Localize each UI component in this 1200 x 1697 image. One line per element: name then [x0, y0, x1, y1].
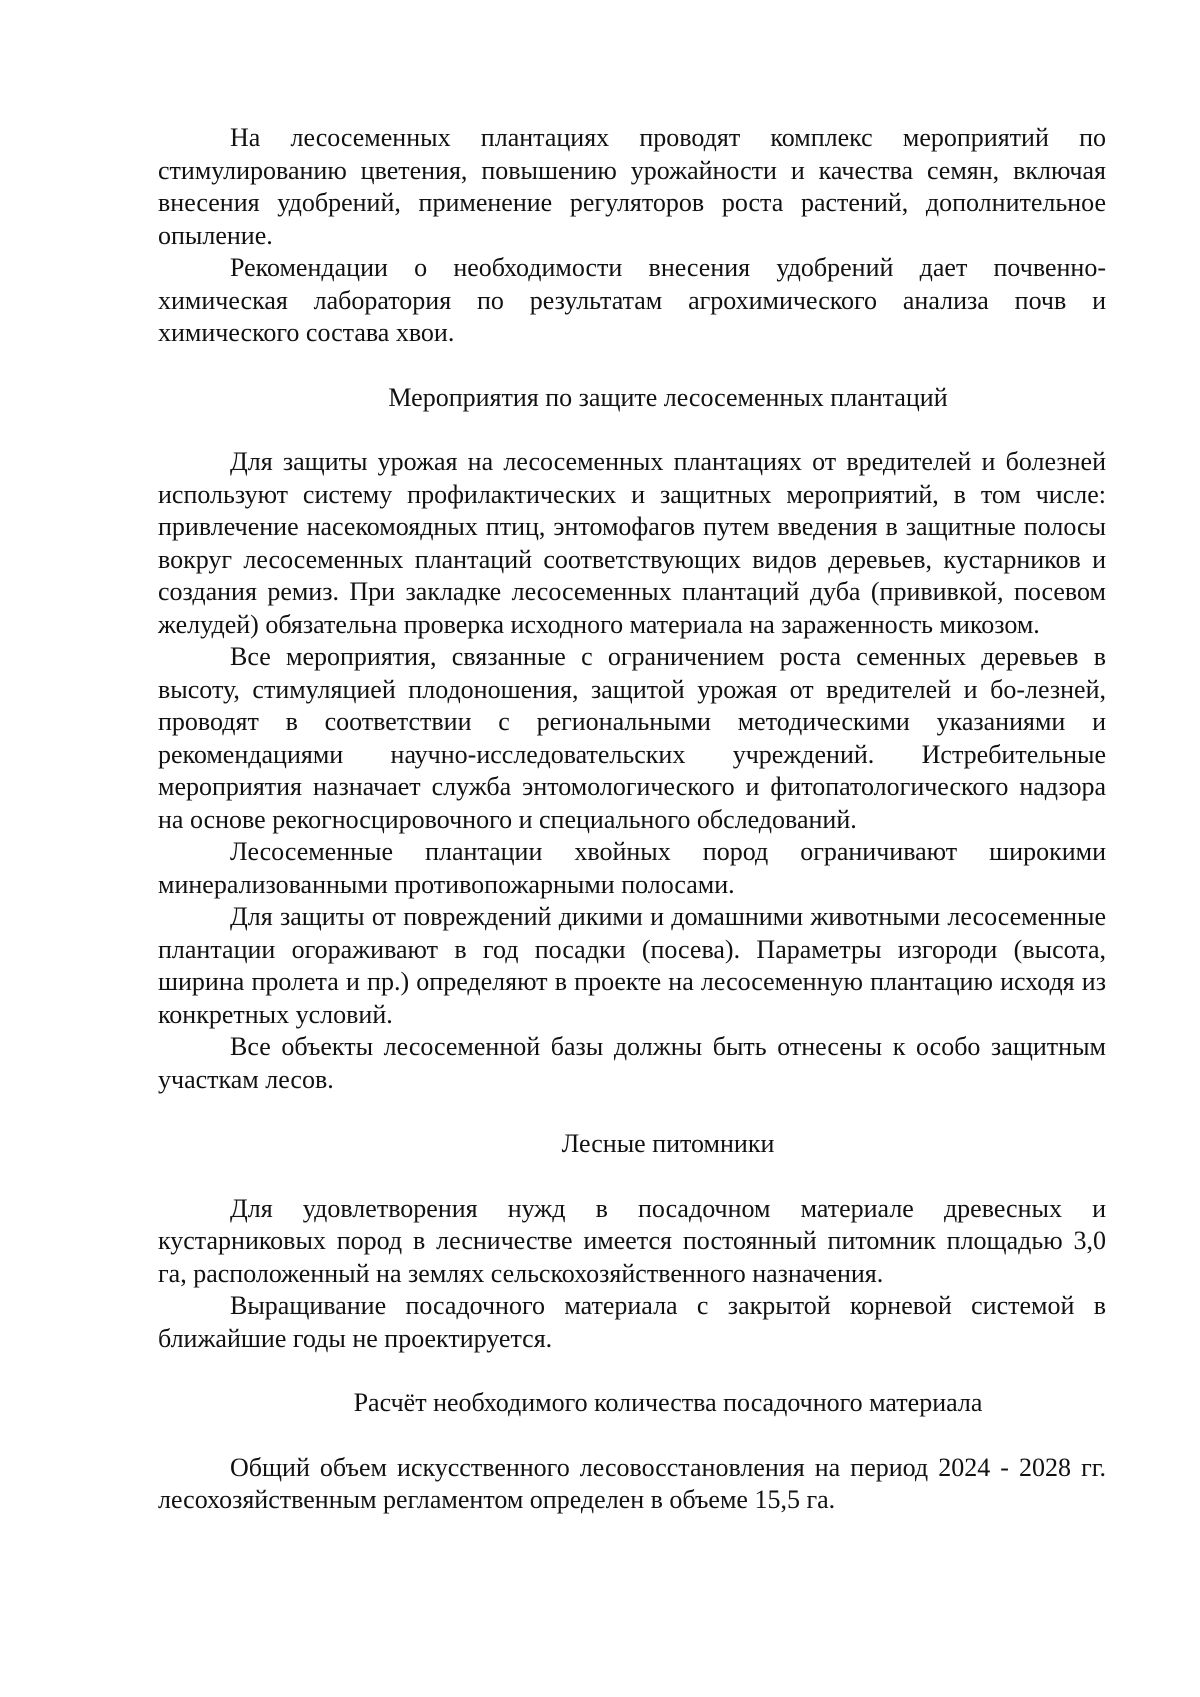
paragraph: Лесосеменные плантации хвойных пород ограничивают широкими минерализованными противопожарными полосами. [158, 837, 1106, 899]
paragraph: Для защиты урожая на лесосеменных плантациях от вредителей и болезней используют систему профилактических и защитных мероприятий, в том числе: привлечение насекомоядных птиц, энтомофагов путем введения в защитные полосы вокруг лесосеменных плантаций соответствующих видов деревьев, кустарников и создания ремиз. При закладке лесосеменных плантаций дуба (прививкой, посевом желудей) обязательна проверка исходного материала на зараженность микозом. [158, 447, 1106, 639]
paragraph: Все объекты лесосеменной базы должны быть отнесены к особо защитным участкам лесов. [158, 1032, 1106, 1094]
section-forest-nurseries [158, 1128, 1106, 1355]
section-heading: Лесные питомники [561, 1129, 775, 1158]
paragraph: Для защиты от повреждений дикими и домашними животными лесосеменные плантации огораживают в год посадки (посева). Параметры изгороди (высота, ширина пролета и пр.) определяют в проекте на лесосеменную плантацию исходя из конкретных условий. [158, 902, 1106, 1029]
paragraph: На лесосеменных плантациях проводят комплекс мероприятий по стимулированию цветения, повышению урожайности и качества семян, включая внесения удобрений, применение регуляторов роста растений, дополнительное опыление. [158, 123, 1106, 250]
paragraph: Рекомендации о необходимости внесения удобрений дает почвенно-химическая лаборатория по результатам агрохимического анализа почв и химического состава хвои. [158, 253, 1106, 347]
section-heading: Мероприятия по защите лесосеменных плантаций [388, 382, 948, 412]
paragraph: Выращивание посадочного материала с закрытой корневой системой в ближайшие годы не проектируется. [158, 1291, 1106, 1353]
section-intro [158, 122, 1106, 350]
section-heading: Расчёт необходимого количества посадочного материала [353, 1388, 983, 1417]
section-planting-material-calculation [158, 1387, 1106, 1517]
section-plantation-protection [158, 382, 1106, 1097]
paragraph: Для удовлетворения нужд в посадочном материале древесных и кустарниковых пород в лесничестве имеется постоянный питомник площадью 3,0 га, расположенный на землях сельскохозяйственного назначения. [158, 1193, 1106, 1288]
paragraph: Все мероприятия, связанные с ограничением роста семенных деревьев в высоту, стимуляцией плодоношения, защитой урожая от вредителей и бо-лезней, проводят в соответствии с региональными методическими указаниями и рекомендациями научно-исследовательских учреждений. Истребительные мероприятия назначает служба энтомологического и фитопатологического надзора на основе рекогносцировочного и специального обследований. [158, 642, 1106, 834]
paragraph: Общий объем искусственного лесовосстановления на период 2024 - 2028 гг. лесохозяйственным регламентом определен в объеме 15,5 га. [158, 1452, 1106, 1514]
document-page [158, 122, 1106, 1517]
